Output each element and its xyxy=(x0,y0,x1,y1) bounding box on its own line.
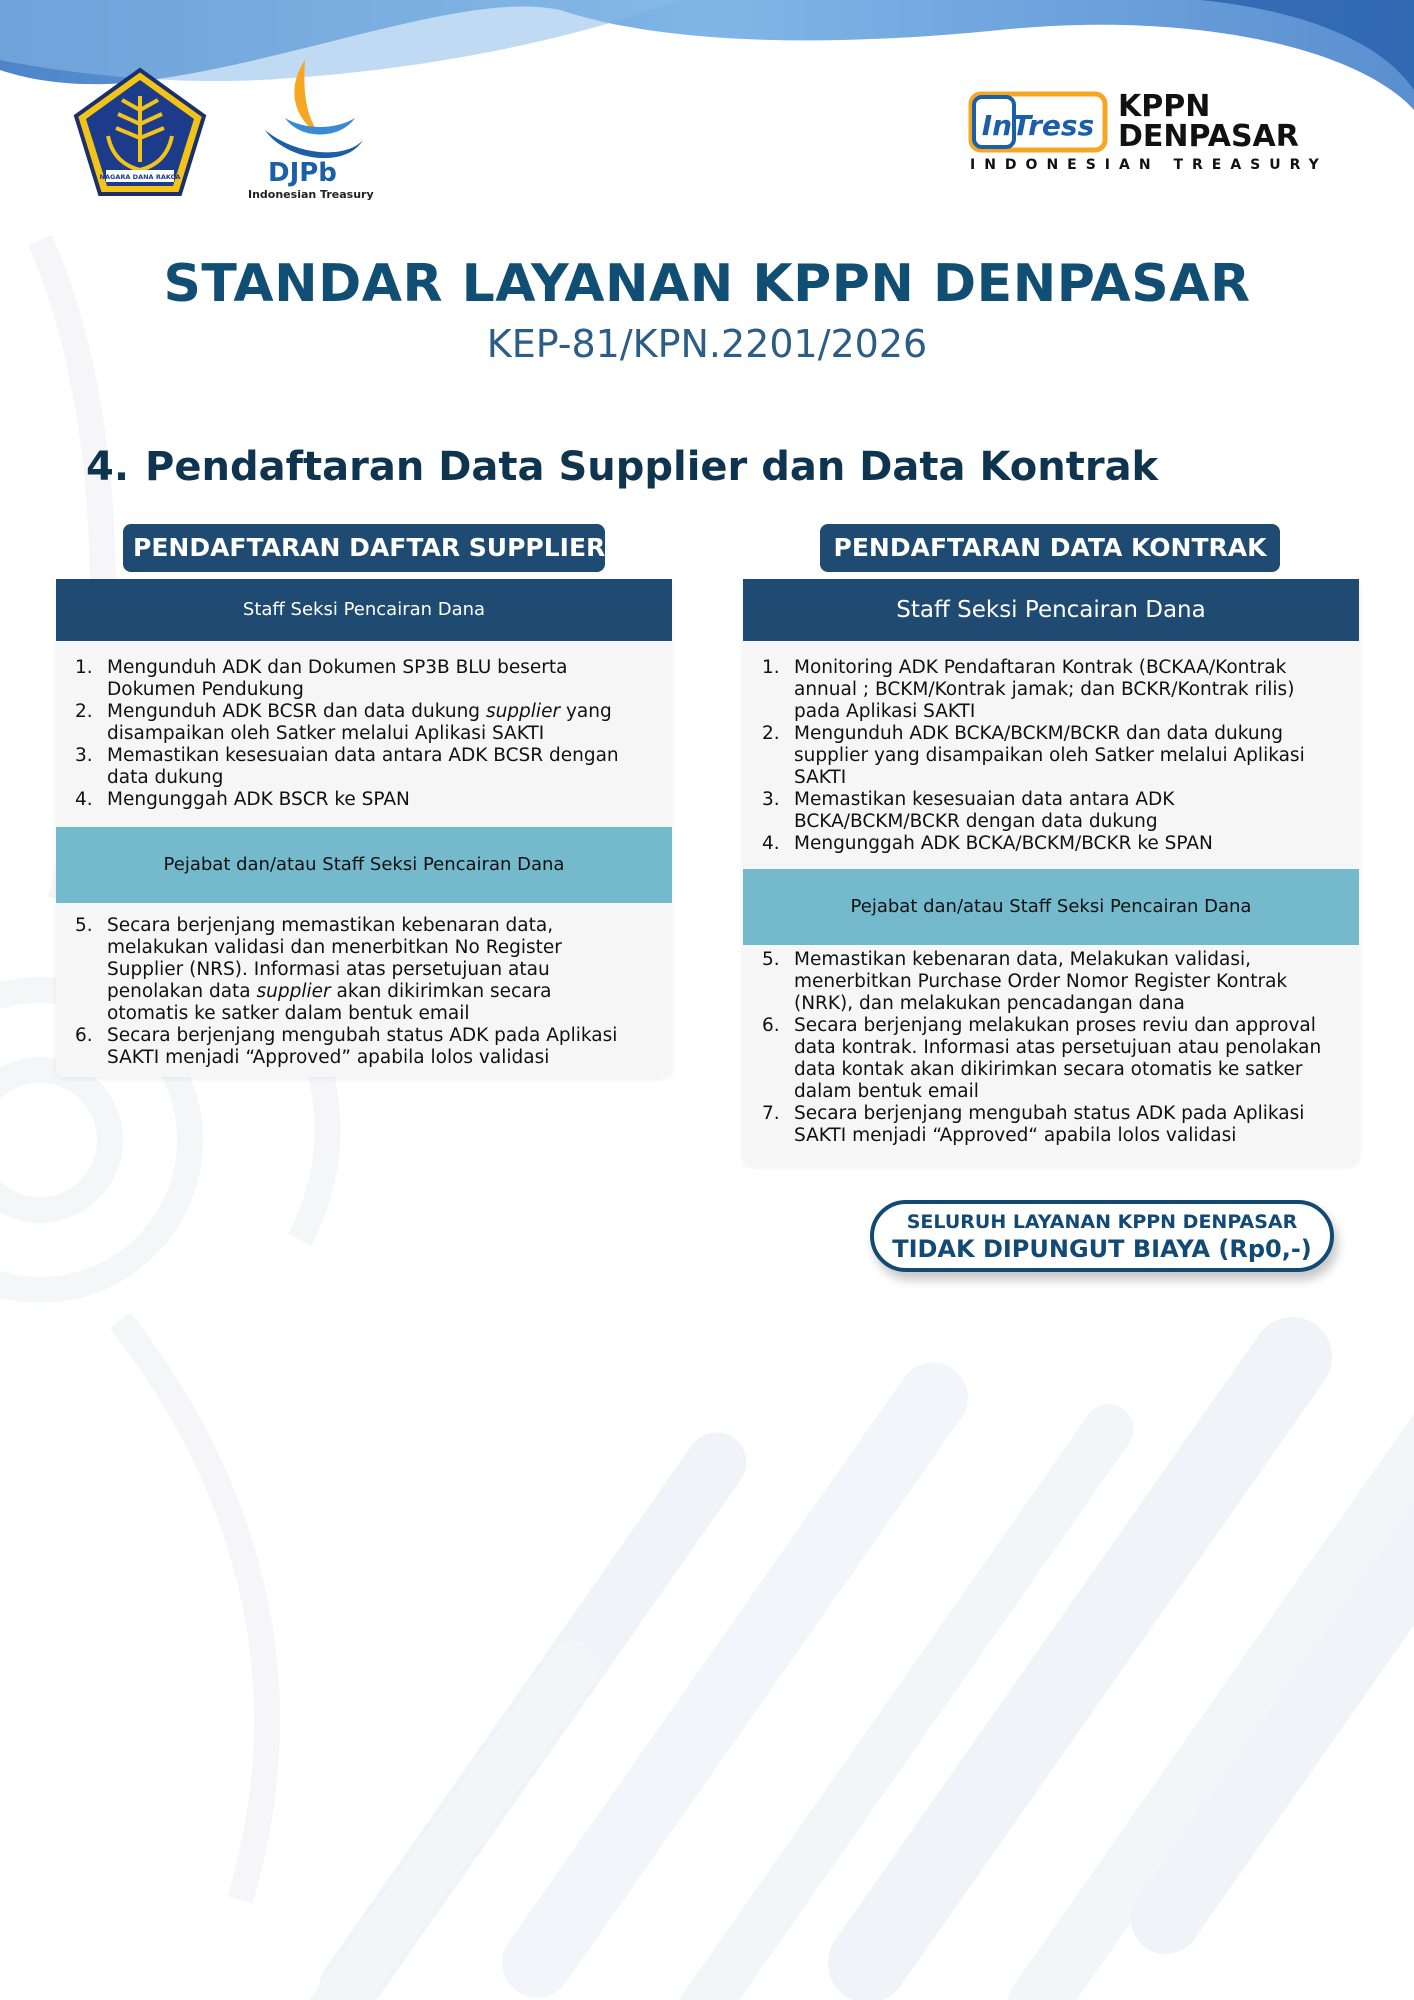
section-heading xyxy=(86,444,1158,490)
svg-text:NAGARA DANA RAKCA: NAGARA DANA RAKCA xyxy=(99,173,181,181)
contract-registration-heading: PENDAFTARAN DATA KONTRAK xyxy=(820,524,1280,572)
brand-line1: KPPN xyxy=(1118,89,1211,124)
djpb-logo-text: DJPb xyxy=(268,158,337,188)
staff-steps-list xyxy=(56,657,672,811)
kemenkeu-emblem-icon xyxy=(72,66,208,198)
free-of-charge-badge xyxy=(870,1200,1334,1272)
list-item: 2. Mengunduh ADK BCSR dan data dukung supplier yang disampaikan oleh Satker melalui Aplikasi SAKTI xyxy=(75,701,612,744)
staff-band: Staff Seksi Pencairan Dana xyxy=(56,579,672,641)
list-item: 5. Memastikan kebenaran data, Melakukan validasi, menerbitkan Purchase Order Nomor Register Kontrak (NRK), dan melakukan pencadangan dana xyxy=(762,949,1288,1014)
list-item: 4. Mengunggah ADK BCKA/BCKM/BCKR ke SPAN xyxy=(762,833,1213,854)
official-band: Pejabat dan/atau Staff Seksi Pencairan Dana xyxy=(743,869,1359,945)
brand-line2: DENPASAR xyxy=(1118,119,1299,154)
list-item: 3. Memastikan kesesuaian data antara ADK BCSR dengan data dukung xyxy=(75,745,619,788)
badge-line2: TIDAK DIPUNGUT BIAYA (Rp0,-) xyxy=(892,1235,1312,1263)
staff-band: Staff Seksi Pencairan Dana xyxy=(743,579,1359,641)
list-item: 7. Secara berjenjang mengubah status ADK pada Aplikasi SAKTI menjadi “Approved“ apabila lolos validasi xyxy=(762,1103,1305,1146)
page-title: STANDAR LAYANAN KPPN DENPASAR xyxy=(163,254,1251,314)
list-item: 4. Mengunggah ADK BSCR ke SPAN xyxy=(75,789,410,810)
supplier-procedure-card xyxy=(56,579,672,1077)
list-item: 1. Mengunduh ADK dan Dokumen SP3B BLU beserta Dokumen Pendukung xyxy=(75,657,568,700)
official-band: Pejabat dan/atau Staff Seksi Pencairan Dana xyxy=(56,827,672,903)
badge-line1: SELURUH LAYANAN KPPN DENPASAR xyxy=(906,1211,1298,1233)
official-steps-list xyxy=(743,949,1359,1147)
section-number: 4. xyxy=(86,444,130,490)
supplier-registration-heading: PENDAFTARAN DAFTAR SUPPLIER xyxy=(123,524,605,572)
staff-steps-list xyxy=(743,657,1359,855)
djpb-logo-subtext: Indonesian Treasury xyxy=(248,188,374,201)
official-steps-list xyxy=(56,915,672,1069)
brand-tagline: INDONESIAN TREASURY xyxy=(970,157,1328,173)
list-item: 2. Mengunduh ADK BCKA/BCKM/BCKR dan data dukung supplier yang disampaikan oleh Satker melalui Aplikasi SAKTI xyxy=(762,723,1305,788)
list-item: 1. Monitoring ADK Pendaftaran Kontrak (BCKAA/Kontrak annual ; BCKM/Kontrak jamak; dan BCKR/Kontrak rilis) pada Aplikasi SAKTI xyxy=(762,657,1295,722)
list-item: 3. Memastikan kesesuaian data antara ADK BCKA/BCKM/BCKR dengan data dukung xyxy=(762,789,1175,832)
contract-procedure-card xyxy=(743,579,1359,1165)
list-item: 6. Secara berjenjang mengubah status ADK pada Aplikasi SAKTI menjadi “Approved” apabila lolos validasi xyxy=(75,1025,618,1068)
svg-text:InTress: InTress xyxy=(981,109,1095,142)
list-item: 5. Secara berjenjang memastikan kebenaran data, melakukan validasi dan menerbitkan No Register Supplier (NRS). Informasi atas persetujuan atau penolakan data supplier akan dikirimkan secara otomatis ke satker dalam bentuk email xyxy=(75,915,562,1024)
kppn-brand xyxy=(1118,89,1299,154)
intress-logo-icon xyxy=(968,91,1108,153)
section-title: Pendaftaran Data Supplier dan Data Kontrak xyxy=(145,444,1159,490)
decree-number: KEP-81/KPN.2201/2026 xyxy=(486,322,928,366)
list-item: 6. Secara berjenjang melakukan proses reviu dan approval data kontrak. Informasi atas persetujuan atau penolakan data kontak akan dikirimkan secara otomatis ke satker dalam bentuk email xyxy=(762,1015,1322,1102)
